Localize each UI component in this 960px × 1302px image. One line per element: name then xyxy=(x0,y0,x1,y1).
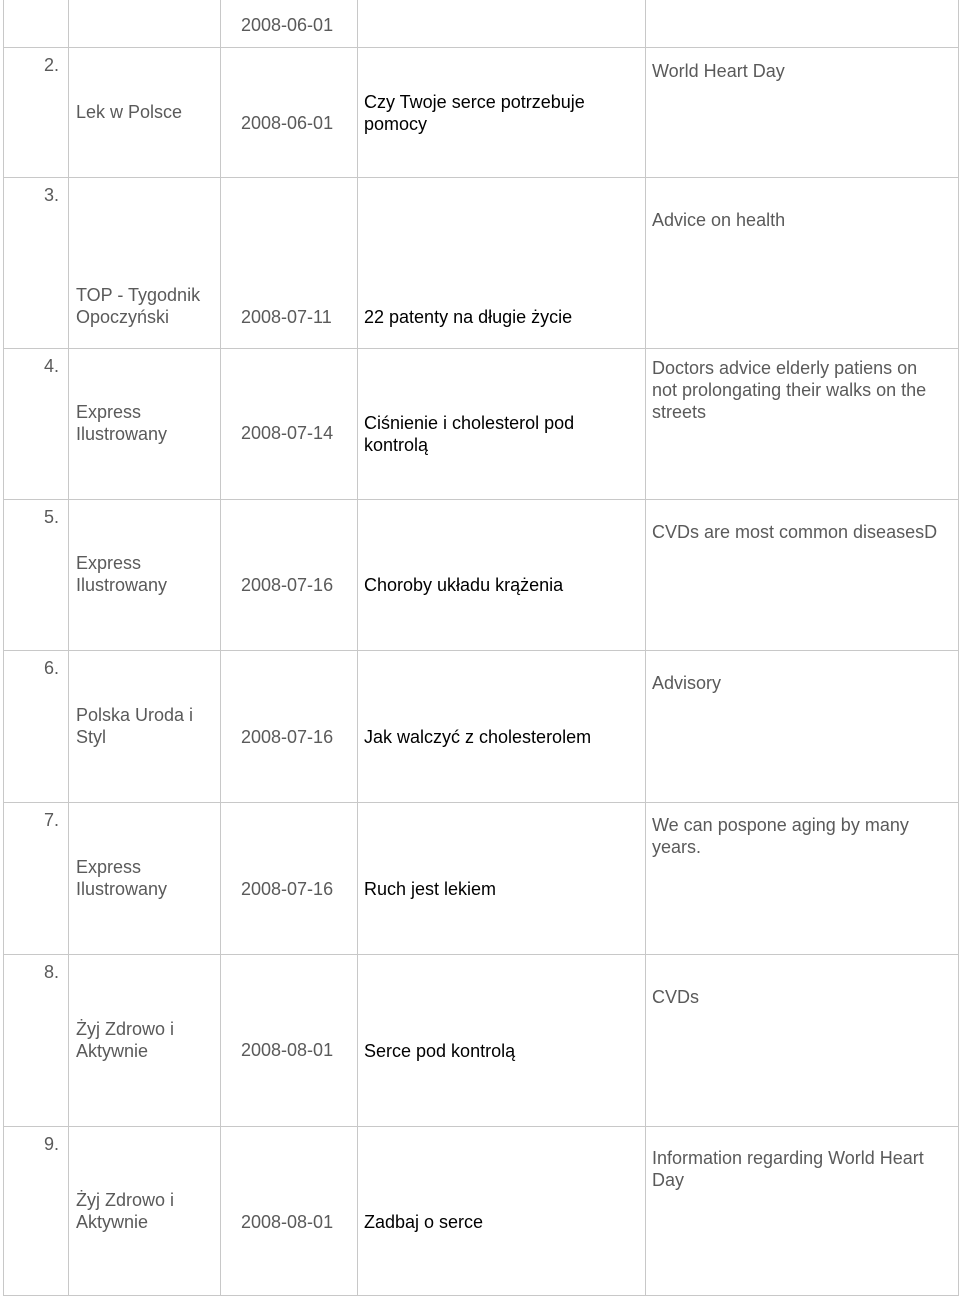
date-cell xyxy=(221,500,358,650)
article-title: Ruch jest lekiem xyxy=(364,879,497,899)
description-cell xyxy=(646,0,958,47)
title-cell xyxy=(358,0,646,47)
row-number: 9. xyxy=(43,1134,59,1154)
title-cell xyxy=(358,178,646,348)
article-date: 2008-07-16 xyxy=(241,575,334,595)
article-description: CVDs are most common diseasesD xyxy=(652,522,938,542)
publication-cell xyxy=(69,500,221,650)
table-row xyxy=(4,178,958,349)
date-text: 2008-06-01 xyxy=(241,15,334,35)
description-cell xyxy=(646,955,958,1126)
publication-cell xyxy=(69,349,221,499)
description-cell xyxy=(646,803,958,954)
table-row xyxy=(4,955,958,1127)
article-description: Doctors advice elderly patiens on not prolongating their walks on the streets xyxy=(652,358,927,422)
publication-name: TOP - Tygodnik Opoczyński xyxy=(76,285,201,327)
date-cell xyxy=(221,0,358,47)
title-cell xyxy=(358,48,646,177)
title-cell xyxy=(358,500,646,650)
article-title: Zadbaj o serce xyxy=(364,1212,484,1232)
table-row xyxy=(4,803,958,955)
press-table xyxy=(3,0,959,1296)
article-title: Choroby układu krążenia xyxy=(364,575,564,595)
date-cell xyxy=(221,48,358,177)
row-number: 4. xyxy=(43,356,59,376)
row-number: 8. xyxy=(43,962,59,982)
article-date: 2008-07-14 xyxy=(241,423,334,443)
description-cell xyxy=(646,500,958,650)
article-date: 2008-06-01 xyxy=(241,113,334,133)
article-description: Advisory xyxy=(652,673,722,693)
publication-name: Express Ilustrowany xyxy=(76,857,168,899)
row-number: 7. xyxy=(43,810,59,830)
row-number: 6. xyxy=(43,658,59,678)
publication-cell xyxy=(69,178,221,348)
article-title: Czy Twoje serce potrzebuje pomocy xyxy=(364,92,585,134)
title-cell xyxy=(358,803,646,954)
article-date: 2008-08-01 xyxy=(241,1212,334,1232)
number-cell xyxy=(4,178,69,348)
number-cell xyxy=(4,1127,69,1295)
number-cell xyxy=(4,651,69,802)
article-date: 2008-08-01 xyxy=(241,1040,334,1060)
title-cell xyxy=(358,651,646,802)
publication-cell xyxy=(69,48,221,177)
table-row xyxy=(4,0,958,48)
publication-cell xyxy=(69,651,221,802)
description-cell xyxy=(646,349,958,499)
description-cell xyxy=(646,178,958,348)
number-cell xyxy=(4,349,69,499)
article-date: 2008-07-16 xyxy=(241,879,334,899)
number-cell xyxy=(4,803,69,954)
publication-name: Żyj Zdrowo i Aktywnie xyxy=(76,1019,175,1061)
publication-name: Express Ilustrowany xyxy=(76,553,168,595)
publication-cell xyxy=(69,955,221,1126)
article-description: We can pospone aging by many years. xyxy=(652,815,909,857)
number-cell xyxy=(4,500,69,650)
publication-cell xyxy=(69,1127,221,1295)
title-cell xyxy=(358,349,646,499)
date-cell xyxy=(221,349,358,499)
publication-cell xyxy=(69,0,221,47)
number-cell xyxy=(4,48,69,177)
publication-name: Express Ilustrowany xyxy=(76,402,168,444)
table-row xyxy=(4,651,958,803)
publication-name: Żyj Zdrowo i Aktywnie xyxy=(76,1190,175,1232)
row-number: 3. xyxy=(43,185,59,205)
article-title: Ciśnienie i cholesterol pod kontrolą xyxy=(364,413,575,455)
publication-cell xyxy=(69,803,221,954)
number-cell xyxy=(4,955,69,1126)
publication-name: Lek w Polsce xyxy=(76,102,183,122)
date-cell xyxy=(221,651,358,802)
article-description: CVDs xyxy=(652,987,700,1007)
date-cell xyxy=(221,955,358,1126)
title-cell xyxy=(358,955,646,1126)
date-cell xyxy=(221,1127,358,1295)
article-date: 2008-07-11 xyxy=(241,307,332,327)
date-cell xyxy=(221,178,358,348)
publication-name: Polska Uroda i Styl xyxy=(76,705,194,747)
table-row xyxy=(4,500,958,651)
row-number: 2. xyxy=(43,55,59,75)
table-row xyxy=(4,349,958,500)
title-cell xyxy=(358,1127,646,1295)
description-cell xyxy=(646,48,958,177)
article-description: Information regarding World Heart Day xyxy=(652,1148,924,1190)
description-cell xyxy=(646,651,958,802)
description-cell xyxy=(646,1127,958,1295)
table-row xyxy=(4,1127,958,1295)
article-description: World Heart Day xyxy=(652,61,785,81)
article-title: Serce pod kontrolą xyxy=(364,1041,516,1061)
date-cell xyxy=(221,803,358,954)
table-row xyxy=(4,48,958,178)
article-date: 2008-07-16 xyxy=(241,727,334,747)
row-number: 5. xyxy=(43,507,59,527)
article-title: Jak walczyć z cholesterolem xyxy=(364,727,592,747)
article-description: Advice on health xyxy=(652,210,786,230)
article-title: 22 patenty na długie życie xyxy=(364,307,573,327)
number-cell xyxy=(4,0,69,47)
